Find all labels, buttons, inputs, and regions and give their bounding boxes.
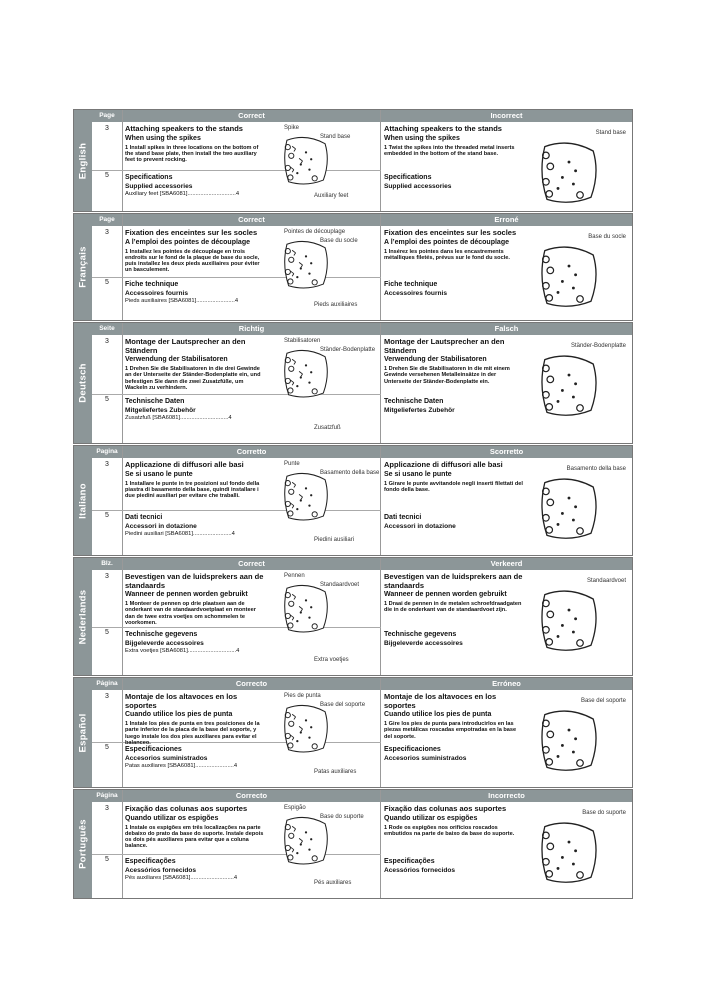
language-tab [74, 110, 92, 211]
page-header: Page [92, 214, 122, 226]
page-number-3: 3 [105, 229, 109, 236]
language-section [73, 213, 633, 321]
step-text: 1 Insérez les pointes dans les encastrements métalliques filetés, prévus sur le fond du socle. [384, 248, 510, 261]
language-section [73, 557, 633, 676]
section-subtitle: A l’emploi des pointes de découplage [125, 238, 250, 246]
incorrect-specifications [384, 281, 524, 298]
label-spike: Pennen [284, 573, 305, 579]
accessory-item: Zusatzfuß [SBA6081]..............................4 [125, 414, 232, 421]
column-divider [380, 678, 381, 787]
correct-specifications [125, 174, 267, 198]
label-stand-base: Ständer-Bodenplatte [320, 347, 376, 353]
section-subtitle: Cuando utilice los pies de punta [384, 711, 492, 718]
label-stand-base-incorrect: Base do suporte [582, 810, 626, 816]
step-text: 1 Instale os espigões em três localizações na parte debaixo do prato da base do suporte. Instale depois os dois pés auxiliares para evitar que a coluna balance. [125, 824, 264, 850]
spec-title: Technische Daten [125, 398, 185, 405]
step-text: 1 Drehen Sie die Stabilisatoren in die drei Gewinde an der Unterseite der Ständer-Bodenplatte ein, und befestigen Sie dann die zwei Zusatzfüße, um Wackeln zu verhindern. [125, 366, 261, 391]
label-stand-base-incorrect: Standaardvoet [586, 578, 626, 584]
step-text: 1 Gire los pies de punta para introducirlos en las piezas metálicas roscadas empotradas en la base del soporte. [384, 721, 517, 740]
spec-title: Specifications [125, 174, 173, 181]
stand-base-illustration [280, 814, 332, 868]
spec-title: Technische gegevens [384, 631, 457, 638]
incorrect-specifications [384, 746, 524, 763]
accessories-title: Bijgeleverde accessoires [384, 640, 463, 647]
accessory-item: Patas auxiliares [SBA6081]........................4 [125, 762, 238, 769]
section-title: Attaching speakers to the stands [125, 124, 243, 133]
correct-specifications [125, 398, 267, 422]
incorrect-instructions [384, 573, 524, 614]
label-stand-base: Standaardvoet [320, 582, 360, 588]
accessories-title: Mitgeliefertes Zubehör [384, 407, 455, 414]
section-subtitle: Wanneer de pennen worden gebruikt [125, 591, 248, 598]
stand-base-illustration [280, 470, 332, 524]
incorrect-header: Scorretto [381, 446, 632, 458]
label-aux-feet: Zusatzfuß [314, 425, 341, 431]
label-spike: Punte [284, 461, 300, 467]
stand-base-illustration [536, 353, 602, 419]
column-divider [380, 558, 381, 675]
section-title: Fixação das colunas aos suportes [384, 804, 507, 813]
label-spike: Pies de punta [284, 693, 321, 699]
label-spike: Spike [284, 125, 300, 131]
row-divider [92, 854, 381, 855]
incorrect-specifications [384, 631, 524, 648]
stand-base-illustration [280, 702, 332, 756]
accessories-title: Accesorios suministrados [125, 755, 208, 762]
step-text: 1 Install spikes in three locations on the bottom of the stand base plate, then install the two auxiliary feet to prevent rocking. [125, 144, 259, 164]
incorrect-header: Erróneo [381, 678, 632, 690]
correct-instructions [125, 573, 267, 626]
spec-title: Technische Daten [384, 398, 444, 405]
spec-title: Especificaciones [125, 746, 182, 753]
label-stand-base: Basamento della base [320, 470, 380, 476]
label-stand-base-incorrect: Stand base [595, 130, 626, 136]
accessories-title: Accessori in dotazione [384, 523, 456, 530]
accessory-item: Extra voetjes [SBA6081]..............................4 [125, 647, 240, 654]
page-header: Página [92, 790, 122, 802]
incorrect-header: Erroné [381, 214, 632, 226]
incorrect-header: Incorrect [381, 110, 632, 122]
incorrect-instructions [384, 461, 524, 493]
incorrect-instructions [384, 125, 524, 157]
label-aux-feet: Extra voetjes [314, 657, 349, 663]
section-title: Applicazione di diffusori alle basi [384, 460, 503, 469]
row-divider [92, 627, 381, 628]
correct-header: Correcto [123, 790, 380, 802]
accessories-title: Acessórios fornecidos [125, 867, 197, 874]
page-header: Pagina [92, 446, 122, 458]
spec-title: Especificaciones [384, 746, 441, 753]
incorrect-specifications [384, 398, 524, 415]
page-number-5: 5 [105, 856, 109, 863]
page-number-3: 3 [105, 573, 109, 580]
label-stand-base: Stand base [320, 134, 351, 140]
language-label: Français [77, 246, 89, 288]
correct-specifications [125, 746, 267, 770]
spec-title: Specifications [384, 174, 432, 181]
language-section [73, 677, 633, 788]
correct-specifications [125, 858, 267, 882]
spec-title: Dati tecnici [384, 514, 422, 521]
language-section [73, 322, 633, 444]
language-tab [74, 214, 92, 320]
language-label: Nederlands [77, 589, 89, 644]
row-divider [92, 394, 381, 395]
page-number-3: 3 [105, 461, 109, 468]
language-tab [74, 558, 92, 675]
correct-header: Correcto [123, 678, 380, 690]
correct-instructions [125, 338, 267, 391]
language-tab [74, 678, 92, 787]
stand-base-illustration [280, 134, 332, 188]
stand-base-illustration [536, 476, 602, 542]
section-title: Fixation des enceintes sur les socles [125, 228, 258, 237]
label-spike: Espigão [284, 805, 306, 811]
incorrect-specifications [384, 858, 524, 875]
section-title: Bevestigen van de luidsprekers aan de standaards [125, 572, 264, 590]
step-text: 1 Installare le punte in tre posizioni sul fondo della piastra di basamento della base, quindi installare i due piedini ausiliari per evitare che traballi. [125, 480, 260, 500]
incorrect-instructions [384, 693, 524, 740]
page-number-5: 5 [105, 172, 109, 179]
language-label: Italiano [77, 482, 89, 519]
stand-base-illustration [536, 244, 602, 310]
step-text: 1 Drehen Sie die Stabilisatoren in die mit einem Gewinde versehenen Metalleinsätze in der Unterseite der Ständer-Bodenplatte ein. [384, 366, 510, 385]
incorrect-instructions [384, 229, 524, 261]
section-subtitle: Verwendung der Stabilisatoren [384, 356, 487, 363]
page-number-3: 3 [105, 125, 109, 132]
spec-title: Dati tecnici [125, 514, 163, 521]
accessories-title: Mitgeliefertes Zubehör [125, 407, 196, 414]
language-label: Español [77, 712, 89, 753]
label-stand-base: Base del soporte [320, 702, 366, 708]
language-tab [74, 323, 92, 443]
page-number-5: 5 [105, 629, 109, 636]
accessories-title: Accessoires fournis [125, 290, 189, 297]
page-header: Página [92, 678, 122, 690]
stand-base-illustration [280, 347, 332, 401]
language-section [73, 109, 633, 212]
accessories-title: Accessori in dotazione [125, 523, 197, 530]
step-text: 1 Instale los pies de punta en tres posiciones de la parte inferior de la placa de la base del soporte, y luego instale los dos pies auxiliares para evitar el balanceo. [125, 721, 260, 746]
section-title: Montaje de los altavoces en los soportes [384, 692, 497, 710]
page-number-5: 5 [105, 744, 109, 751]
accessory-item: Pieds auxiliaires [SBA6081]........................4 [125, 297, 239, 304]
incorrect-header: Verkeerd [381, 558, 632, 570]
step-text: 1 Draai de pennen in de metalen schroefdraadgaten die in de onderkant van de standaardvoet zijn. [384, 601, 522, 614]
page-header: Blz. [92, 558, 122, 570]
language-label: Deutsch [77, 363, 89, 403]
label-stand-base: Base do suporte [320, 814, 364, 820]
section-subtitle: Cuando utilice los pies de punta [125, 711, 233, 718]
section-subtitle: Se si usano le punte [125, 470, 193, 478]
accessories-title: Supplied accessories [125, 183, 193, 190]
incorrect-instructions [384, 338, 524, 385]
stand-base-illustration [536, 820, 602, 886]
page-header: Seite [92, 323, 122, 335]
section-title: Montaje de los altavoces en los soportes [125, 692, 238, 710]
incorrect-header: Falsch [381, 323, 632, 335]
column-divider [380, 790, 381, 898]
correct-header: Corretto [123, 446, 380, 458]
stand-base-illustration [536, 588, 602, 654]
step-text: 1 Rode os espigões nos orifícios roscados embutidos na parte de baixo da base do suporte. [384, 824, 515, 837]
section-title: Applicazione di diffusori alle basi [125, 460, 244, 469]
stand-base-illustration [280, 582, 332, 636]
spec-title: Fiche technique [384, 281, 438, 288]
accessories-title: Bijgeleverde accessoires [125, 640, 204, 647]
section-subtitle: Wanneer de pennen worden gebruikt [384, 591, 507, 598]
section-subtitle: Quando utilizar os espigões [125, 814, 219, 822]
page-number-5: 5 [105, 512, 109, 519]
accessory-item: Pés auxiliares [SBA6081]...........................4 [125, 874, 238, 881]
accessories-title: Accessoires fournis [384, 290, 448, 297]
section-title: Montage der Lautsprecher an den Ständern [384, 337, 505, 355]
page-number-3: 3 [105, 805, 109, 812]
language-label: English [77, 142, 89, 179]
section-subtitle: A l’emploi des pointes de découplage [384, 238, 509, 246]
section-subtitle: Quando utilizar os espigões [384, 814, 478, 822]
column-divider [380, 214, 381, 320]
correct-header: Correct [123, 558, 380, 570]
section-title: Attaching speakers to the stands [384, 124, 502, 133]
correct-instructions [125, 805, 267, 850]
correct-header: Richtig [123, 323, 380, 335]
spec-title: Especificações [125, 858, 176, 865]
label-aux-feet: Piedini ausiliari [314, 537, 355, 543]
page-number-5: 5 [105, 279, 109, 286]
accessory-item: Auxiliary feet [SBA6081]..............................4 [125, 190, 240, 197]
section-title: Bevestigen van de luidsprekers aan de standaards [384, 572, 523, 590]
label-stand-base-incorrect: Ständer-Bodenplatte [570, 343, 626, 349]
accessory-item: Piedini ausiliari [SBA6081]........................4 [125, 530, 235, 537]
row-divider [92, 170, 381, 171]
spec-title: Fiche technique [125, 281, 179, 288]
accessories-title: Supplied accessories [384, 183, 452, 190]
correct-specifications [125, 281, 267, 305]
section-subtitle: Se si usano le punte [384, 470, 452, 478]
step-text: 1 Girare le punte avvitandole negli inserti filettati del fondo della base. [384, 480, 523, 493]
stand-base-illustration [536, 140, 602, 206]
column-divider [380, 323, 381, 443]
column-divider [380, 110, 381, 211]
spec-title: Technische gegevens [125, 631, 198, 638]
label-stand-base-incorrect: Base del soporte [580, 698, 626, 704]
incorrect-specifications [384, 174, 524, 191]
spec-title: Especificações [384, 858, 435, 865]
section-title: Montage der Lautsprecher an den Ständern [125, 337, 246, 355]
label-aux-feet: Pés auxiliares [314, 880, 352, 886]
step-text: 1 Monteer de pennen op drie plaatsen aan de onderkant van de standaardvoetplaat en monteer dan de twee extra voetjes om schommelen te voorkomen. [125, 601, 256, 626]
section-title: Fixação das colunas aos suportes [125, 804, 248, 813]
page-number-5: 5 [105, 396, 109, 403]
stand-base-illustration [536, 708, 602, 774]
correct-instructions [125, 125, 267, 163]
page-header: Page [92, 110, 122, 122]
label-spike: Stabilisatoren [284, 338, 321, 344]
page-number-3: 3 [105, 338, 109, 345]
stand-base-illustration [280, 238, 332, 292]
incorrect-specifications [384, 514, 524, 531]
column-divider [380, 446, 381, 555]
row-divider [92, 277, 381, 278]
language-section [73, 789, 633, 899]
label-aux-feet: Auxiliary feet [314, 193, 349, 199]
label-stand-base-incorrect: Basamento della base [566, 466, 626, 472]
section-subtitle: Verwendung der Stabilisatoren [125, 356, 228, 363]
correct-instructions [125, 229, 267, 274]
correct-instructions [125, 461, 267, 499]
correct-header: Correct [123, 110, 380, 122]
correct-header: Correct [123, 214, 380, 226]
incorrect-instructions [384, 805, 524, 837]
section-subtitle: When using the spikes [384, 134, 460, 142]
section-title: Fixation des enceintes sur les socles [384, 228, 517, 237]
incorrect-header: Incorrecto [381, 790, 632, 802]
language-tab [74, 790, 92, 898]
label-stand-base-incorrect: Base du socle [588, 234, 626, 240]
section-subtitle: When using the spikes [125, 134, 201, 142]
row-divider [92, 510, 381, 511]
language-section [73, 445, 633, 556]
page-number-3: 3 [105, 693, 109, 700]
step-text: 1 Twist the spikes into the threaded metal inserts embedded in the bottom of the stand base. [384, 144, 515, 157]
accessories-title: Accesorios suministrados [384, 755, 467, 762]
language-tab [74, 446, 92, 555]
correct-instructions [125, 693, 267, 746]
label-aux-feet: Pieds auxiliaires [314, 302, 358, 308]
label-aux-feet: Patas auxiliares [314, 769, 357, 775]
step-text: 1 Installez les pointes de découplage en trois endroits sur le fond de la plaque de base du socle, puis installez les deux pieds auxiliaires pour éviter un basculement. [125, 248, 260, 274]
language-label: Português [77, 819, 89, 869]
correct-specifications [125, 631, 267, 655]
label-spike: Pointes de découplage [284, 229, 346, 235]
correct-specifications [125, 514, 267, 538]
label-stand-base: Base du socle [320, 238, 358, 244]
accessories-title: Acessórios fornecidos [384, 867, 456, 874]
